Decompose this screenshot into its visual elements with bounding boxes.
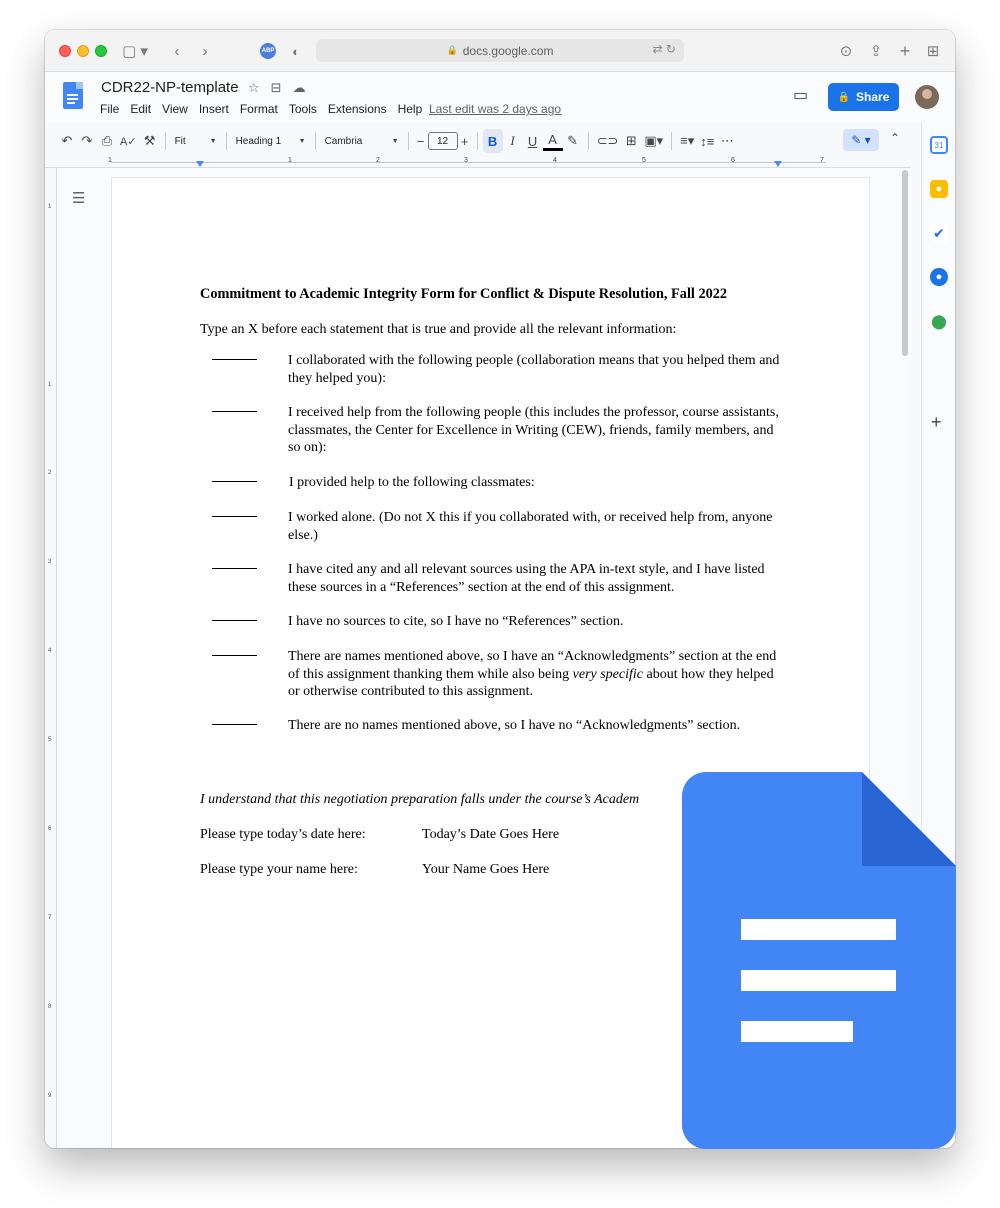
- vertical-scrollbar[interactable]: [902, 170, 908, 356]
- calendar-icon[interactable]: 31: [930, 136, 948, 154]
- italic-button[interactable]: I: [510, 133, 515, 148]
- insert-link-icon[interactable]: ⊂⊃: [596, 133, 619, 148]
- shield-icon[interactable]: ◐: [292, 43, 300, 59]
- paint-format-icon[interactable]: ⚒: [143, 133, 156, 148]
- menu-view[interactable]: View: [162, 102, 188, 116]
- close-window-button[interactable]: [59, 45, 71, 57]
- redo-icon[interactable]: ↷: [81, 133, 93, 148]
- last-edit-link[interactable]: Last edit was 2 days ago: [429, 102, 562, 116]
- print-icon[interactable]: ⎙: [101, 133, 113, 148]
- right-indent-marker[interactable]: [774, 161, 782, 167]
- account-avatar[interactable]: [915, 85, 939, 109]
- line-spacing-icon[interactable]: ↕≡: [700, 133, 715, 149]
- sidebar-toggle-icon[interactable]: ▢ ▾: [122, 43, 148, 60]
- checkbox-blank[interactable]: [212, 724, 257, 725]
- back-icon[interactable]: ‹: [174, 42, 180, 60]
- new-tab-icon[interactable]: +: [899, 40, 911, 61]
- emphasis-text: very specific: [572, 666, 643, 682]
- title-actions: [248, 80, 306, 96]
- share-button[interactable]: [828, 83, 899, 111]
- intro-text: Type an X before each statement that is true and provide all the relevant information:: [200, 322, 677, 337]
- font-size-control: [414, 131, 472, 151]
- menu-extensions[interactable]: Extensions: [327, 102, 387, 116]
- hide-menus-icon[interactable]: ⌃: [890, 131, 901, 145]
- more-options-icon[interactable]: ⋯: [720, 133, 734, 148]
- undo-icon[interactable]: ↶: [61, 133, 73, 148]
- docs-header: [45, 72, 955, 122]
- add-ons-plus-icon[interactable]: +: [931, 412, 942, 432]
- zoom-dropdown[interactable]: Fit ▼: [174, 135, 217, 147]
- highlight-icon[interactable]: ✎: [567, 133, 579, 148]
- browser-toolbar: [45, 30, 955, 72]
- adblock-extension-icon[interactable]: ABP: [259, 40, 277, 62]
- date-label: Please type today’s date here:: [200, 827, 366, 842]
- formatting-toolbar: [57, 126, 921, 156]
- share-lock-icon: 🔒: [837, 91, 851, 103]
- tab-overview-icon[interactable]: ⊞: [926, 43, 940, 60]
- decrease-font-size-button[interactable]: −: [416, 133, 425, 149]
- editing-mode-button[interactable]: ✎ ▾: [843, 129, 879, 151]
- bold-button[interactable]: B: [483, 129, 503, 153]
- name-value[interactable]: Your Name Goes Here: [422, 862, 550, 877]
- spellcheck-icon[interactable]: A✓: [120, 135, 137, 148]
- increase-font-size-button[interactable]: +: [460, 133, 469, 149]
- document-outline-icon[interactable]: ☰: [72, 190, 86, 207]
- font-size-input[interactable]: 12: [428, 132, 458, 150]
- reload-icon[interactable]: ⇄ ↻: [652, 42, 676, 56]
- menu-edit[interactable]: Edit: [130, 102, 152, 116]
- menu-help[interactable]: Help: [397, 102, 423, 116]
- contacts-icon[interactable]: ●: [930, 268, 948, 286]
- address-bar[interactable]: [316, 39, 684, 62]
- menu-format[interactable]: Format: [239, 102, 278, 116]
- keep-icon[interactable]: ●: [930, 180, 948, 198]
- forward-icon[interactable]: ›: [202, 42, 208, 60]
- checkbox-blank[interactable]: [212, 411, 257, 412]
- name-label: Please type your name here:: [200, 862, 358, 877]
- checkbox-blank[interactable]: [212, 359, 257, 360]
- menu-insert[interactable]: Insert: [198, 102, 229, 116]
- downloads-icon[interactable]: ⊙: [839, 43, 853, 60]
- style-dropdown[interactable]: Heading 1 ▼: [235, 135, 306, 147]
- align-icon[interactable]: ≡▾: [680, 133, 695, 148]
- checkbox-blank[interactable]: [212, 481, 257, 482]
- share-label: Share: [856, 90, 890, 104]
- document-title[interactable]: CDR22-NP-template: [101, 79, 239, 96]
- insert-image-icon[interactable]: ▣▾: [644, 133, 664, 148]
- lock-icon: 🔒: [446, 45, 458, 55]
- date-value[interactable]: Today’s Date Goes Here: [422, 827, 560, 842]
- checkbox-blank[interactable]: [212, 620, 257, 621]
- address-url: docs.google.com: [462, 43, 554, 58]
- vertical-ruler[interactable]: 1 1 2 3 4 5 6 7 8 9: [45, 168, 57, 1148]
- comment-history-icon[interactable]: ▭: [793, 87, 809, 104]
- cloud-status-icon[interactable]: ☁: [292, 80, 306, 95]
- tasks-icon[interactable]: ✔: [930, 224, 948, 242]
- google-docs-logo-icon: [682, 772, 956, 1149]
- menu-file[interactable]: File: [100, 102, 120, 116]
- understanding-statement: I understand that this negotiation preparation falls under the course’s Academ: [200, 792, 640, 807]
- left-indent-marker[interactable]: [196, 161, 204, 167]
- move-folder-icon[interactable]: ⊟: [270, 80, 282, 95]
- star-icon[interactable]: ☆: [248, 80, 260, 95]
- docs-logo-icon[interactable]: [63, 82, 83, 109]
- add-comment-icon[interactable]: ⊞: [625, 133, 637, 148]
- checkbox-blank[interactable]: [212, 568, 257, 569]
- text-color-button[interactable]: A: [543, 131, 563, 151]
- horizontal-ruler[interactable]: 1 1 2 3 4 5 6 7: [45, 156, 911, 168]
- menu-tools[interactable]: Tools: [288, 102, 317, 116]
- checkbox-blank[interactable]: [212, 516, 257, 517]
- document-page[interactable]: Commitment to Academic Integrity Form for Conflict & Dispute Resolution, Fall 2022 Type an X before each statement that is true and provide all the relevant information: I collaborated with the following people (collaboration means that you helped them and they helped you): I received help from the following people (this includes the professor, course assistants, classmates, the Center for Excellence in Writing (CEW), friends, family members, and so on): I provided help to the following classmates: I worked alone. (Do not X this if you collaborated with, or received help from, anyone else.) I have cited any and all relevant sources using the APA in-text style, and I have listed these sources in a “References” section at the end of this assignment. I have no sources to cite, so I have no “References” section. There are names mentioned above, so I have an “Acknowledgments” section at the end of this assignment thanking them while also being very specific about how they helped or otherwise contributed to this assignment. There are no names mentioned above, so I have no “Acknowledgments” section. I understand that this negotiation preparation falls under the course’s Academ Please type today’s date here: Today’s Date Goes Here Please type your name here: Your Name Goes Here: [112, 178, 869, 1148]
- maps-icon[interactable]: ⬤: [931, 312, 947, 329]
- zoom-window-button[interactable]: [95, 45, 107, 57]
- checkbox-blank[interactable]: [212, 655, 257, 656]
- underline-button[interactable]: U: [527, 133, 538, 149]
- document-heading: Commitment to Academic Integrity Form for Conflict & Dispute Resolution, Fall 2022: [200, 286, 728, 302]
- font-dropdown[interactable]: Cambria ▼: [324, 135, 399, 147]
- minimize-window-button[interactable]: [77, 45, 89, 57]
- menu-bar: [100, 102, 422, 116]
- share-sheet-icon[interactable]: ⇪: [869, 43, 883, 60]
